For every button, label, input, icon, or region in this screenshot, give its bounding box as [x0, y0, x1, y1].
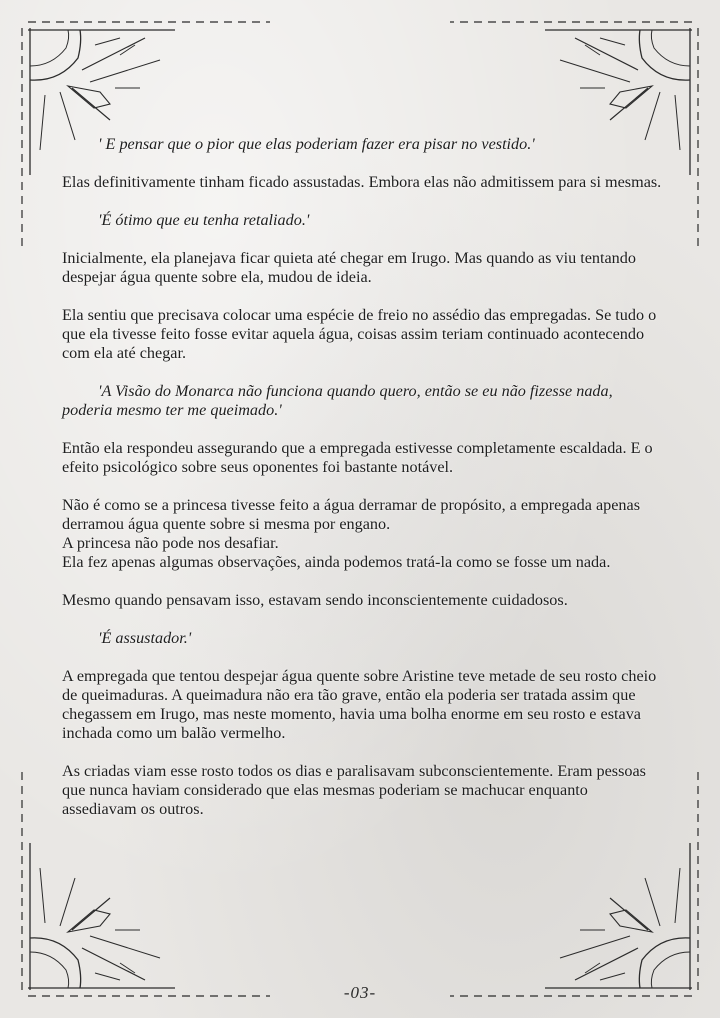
paragraph: A princesa não pode nos desafiar.: [62, 534, 279, 552]
paragraph: A empregada que tentou despejar água quente sobre Aristine teve metade de seu rosto cheio de queimaduras. A queimadura não era tão grave, então ela poderia ser tratada assim que chegassem em Irugo, mas neste momento, havia uma bolha enorme em seu rosto e estava inchada como um balão vermelho.: [62, 667, 657, 742]
paragraph: As criadas viam esse rosto todos os dias e paralisavam subconscientemente. Eram pessoas que nunca haviam considerado que elas mesmas poderiam se machucar enquanto assediavam os outros.: [62, 762, 646, 818]
paragraph: ' E pensar que o pior que elas poderiam fazer era pisar no vestido.': [98, 135, 535, 153]
page-body: [62, 135, 662, 838]
paragraph: 'É ótimo que eu tenha retaliado.': [98, 211, 310, 229]
paragraph: Não é como se a princesa tivesse feito a água derramar de propósito, a empregada apenas derramou água quente sobre si mesma por engano.: [62, 496, 640, 533]
paragraph: Ela sentiu que precisava colocar uma espécie de freio no assédio das empregadas. Se tudo o que ela tivesse feito fosse evitar aquela água, coisas assim teriam continuado acontecendo com ela até chegar.: [62, 306, 657, 362]
paragraph: Mesmo quando pensavam isso, estavam sendo inconscientemente cuidadosos.: [62, 591, 568, 609]
paragraph: Inicialmente, ela planejava ficar quieta até chegar em Irugo. Mas quando as viu tentando despejar água quente sobre ela, mudou de ideia.: [62, 249, 636, 286]
paragraph: 'É assustador.': [98, 629, 192, 647]
paragraph: Então ela respondeu assegurando que a empregada estivesse completamente escaldada. E o efeito psicológico sobre seus oponentes foi bastante notável.: [62, 439, 653, 476]
paragraph: Elas definitivamente tinham ficado assustadas. Embora elas não admitissem para si mesmas.: [62, 173, 662, 191]
page-number: -03-: [343, 983, 377, 1002]
paragraph: 'A Visão do Monarca não funciona quando quero, então se eu não fizesse nada, poderia mesmo ter me queimado.': [62, 382, 613, 419]
paragraph: Ela fez apenas algumas observações, ainda podemos tratá-la como se fosse um nada.: [62, 553, 611, 571]
